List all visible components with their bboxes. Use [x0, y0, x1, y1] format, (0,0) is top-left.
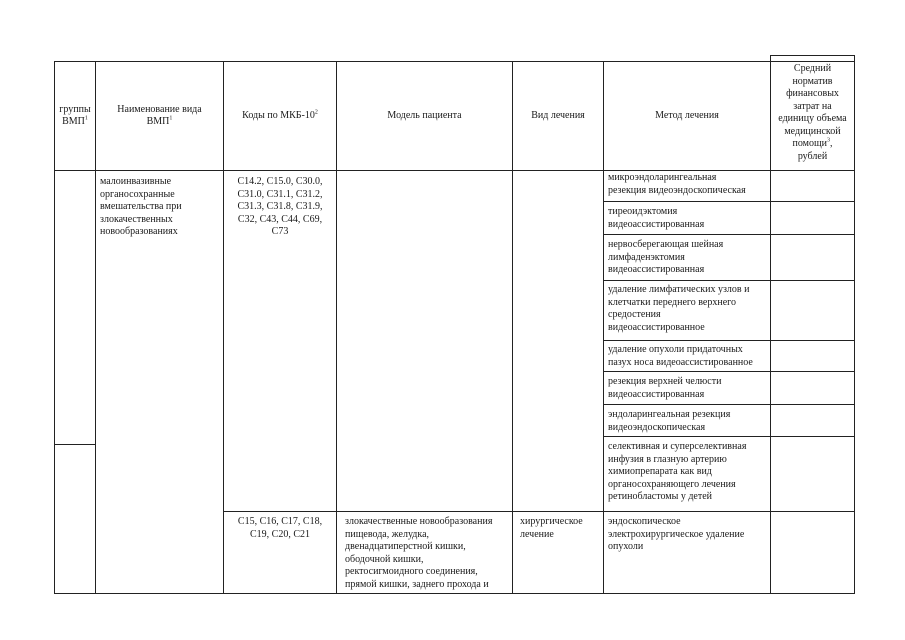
header-group: группы ВМП$^1$: [59, 103, 91, 127]
group-col-split: [54, 444, 96, 445]
header-codes: Коды по МКБ-$10^2$: [242, 109, 318, 121]
header-bottom-border: [54, 170, 855, 171]
table-right-border: [854, 55, 855, 594]
header-name: Наименование вида ВМП$^1$: [117, 103, 202, 127]
patient-model-cell: злокачественные новообразования пищевода, желудка, двенадцатиперстной кишки, ободочной кишки, ректосигмоидного соединения, прямой кишки, заднего прохода и: [345, 516, 493, 590]
row2-separator: [223, 511, 855, 512]
method-item: нервосберегающая шейная лимфаденэктомия видеоассистированная: [608, 239, 724, 275]
method-sep-4: [603, 340, 855, 341]
method-item: удаление опухоли придаточных пазух носа видеоассистированное: [608, 344, 753, 368]
method-sep-1: [603, 201, 855, 202]
method-sep-6: [603, 404, 855, 405]
header-patient-model: Модель пациента: [387, 109, 462, 121]
header-method: Метод лечения: [655, 109, 719, 121]
method-item: микроэндоларингеальная резекция видеоэндоскопическая: [608, 172, 746, 196]
method-item: резекция верхней челюсти видеоассистированная: [608, 376, 722, 400]
method-sep-7: [603, 436, 855, 437]
treatment-type-cell: хирургическое лечение: [520, 516, 583, 540]
method-item: тиреоидэктомия видеоассистированная: [608, 206, 705, 230]
method-sep-2: [603, 234, 855, 235]
vmp-name-cell: малоинвазивные органосохранные вмешательства при злокачественных новообразованиях: [100, 176, 182, 237]
icd-codes-cell: C15, C16, C17, C18, C19, C20, C21: [237, 516, 323, 540]
header-treatment-type: Вид лечения: [531, 109, 585, 121]
table-bottom-border: [54, 593, 855, 594]
icd-codes-cell: C14.2, C15.0, C30.0, C31.0, C31.1, C31.2, C31.3, C31.8, C31.9, C32, C43, C44, C69, C73: [237, 176, 323, 237]
method-item: селективная и суперселективная инфузия в глазную артерию химиопрепарата как вид органосохраняющего лечения ретинобластомы у детей: [608, 441, 747, 502]
method-sep-5: [603, 371, 855, 372]
method-sep-3: [603, 280, 855, 281]
method-item: эндоларингеальная резекция видеоэндоскопическая: [608, 409, 731, 433]
header-cost: Средний норматив финансовых затрат на единицу объема медицинской помощи$^3$, рублей: [778, 63, 847, 162]
method-item: эндоскопическое электрохирургическое удаление опухоли: [608, 516, 745, 552]
method-item: удаление лимфатических узлов и клетчатки переднего верхнего средостения видеоассистированное: [608, 284, 750, 333]
